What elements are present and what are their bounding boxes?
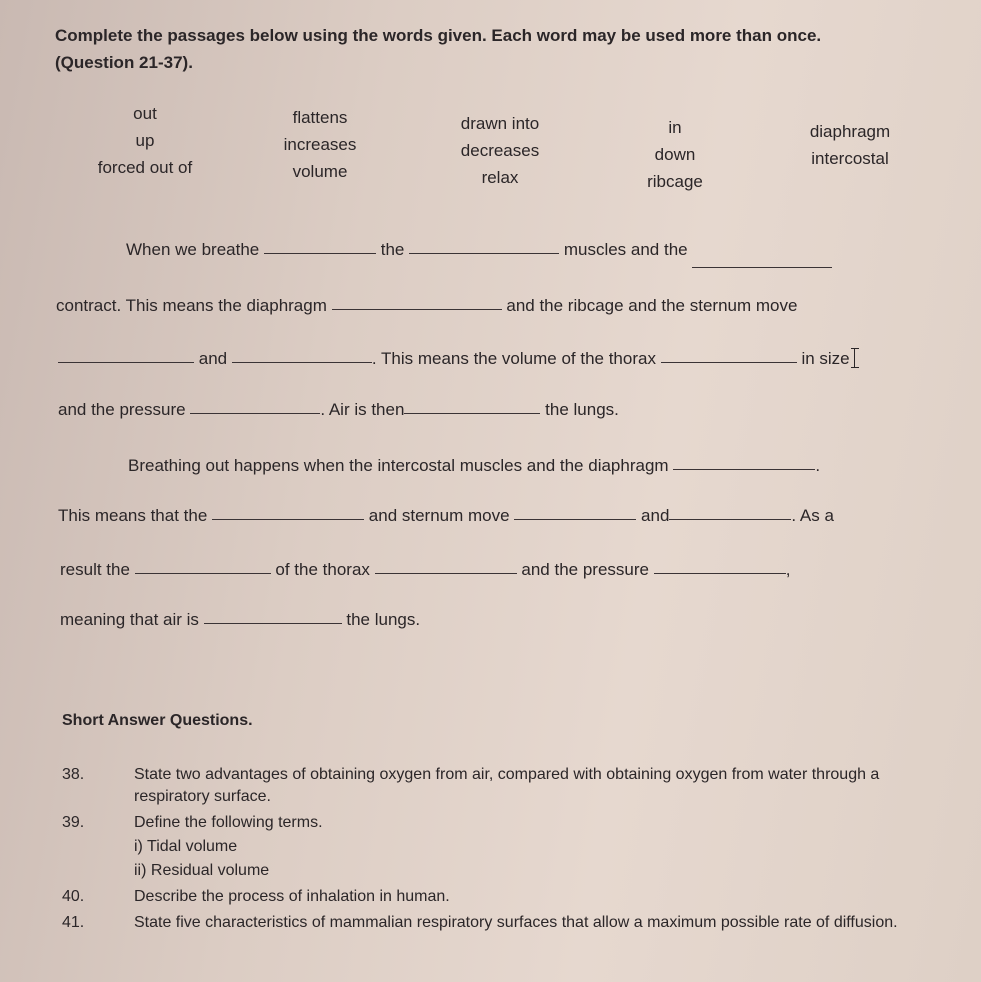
question-number: 38.: [62, 766, 85, 783]
passage-text: When we breathe: [126, 240, 260, 259]
question-text: Define the following terms.: [134, 814, 323, 831]
passage-line-3: [58, 348, 860, 369]
passage-text: and the pressure: [58, 400, 186, 419]
question-38: [62, 764, 922, 804]
word-bank-word: up: [135, 131, 155, 150]
answer-blank[interactable]: [673, 468, 815, 470]
passage-text: .: [815, 456, 821, 475]
word-bank-word: diaphragm: [809, 122, 891, 141]
passage-text: result the: [60, 560, 130, 579]
passage-text: the: [380, 240, 405, 259]
passage-line-5: [128, 456, 820, 476]
answer-blank[interactable]: [669, 518, 791, 520]
passage-text: contract. This means the diaphragm: [56, 296, 327, 315]
word-bank-column-4: [625, 114, 725, 195]
passage-line-7: [60, 560, 790, 580]
word-bank-word: flattens: [292, 108, 348, 127]
word-bank-column-1: [80, 100, 210, 181]
question-number: 40.: [62, 888, 85, 905]
passage-text: the lungs.: [346, 610, 421, 629]
word-bank-word: in: [668, 118, 682, 137]
passage-text: and the ribcage and the sternum move: [506, 296, 798, 315]
question-number: 41.: [62, 914, 85, 931]
passage-text: of the thorax: [275, 560, 370, 579]
word-bank-word: ribcage: [647, 172, 703, 191]
word-bank-word: forced out of: [97, 158, 193, 177]
passage-text: and: [198, 349, 228, 368]
short-answer-title: Short Answer Questions.: [62, 712, 253, 729]
word-bank-word: out: [133, 104, 157, 123]
passage-text: Breathing out happens when the intercostal muscles and the diaphragm: [128, 456, 669, 475]
word-bank-column-5: [790, 118, 910, 172]
passage-text: . As a: [791, 506, 834, 525]
answer-blank[interactable]: [375, 572, 517, 574]
answer-blank[interactable]: [514, 518, 636, 520]
passage-text: in size: [801, 349, 850, 368]
word-bank-word: down: [654, 145, 696, 164]
passage-text: . Air is then: [320, 400, 405, 419]
passage-line-2: [56, 296, 797, 316]
answer-blank[interactable]: [212, 518, 364, 520]
word-bank-column-3: [440, 110, 560, 191]
passage-text: and the pressure: [521, 560, 649, 579]
question-subitem: ii) Residual volume: [134, 862, 270, 879]
word-bank-word: volume: [292, 162, 348, 181]
instructions-line-1: Complete the passages below using the words given. Each word may be used more than once.: [55, 26, 822, 45]
word-bank-word: increases: [283, 135, 357, 154]
question-41: [62, 912, 922, 958]
instructions: [55, 22, 821, 76]
question-text: Describe the process of inhalation in human.: [134, 888, 450, 905]
text-cursor-icon: [850, 348, 860, 368]
passage-line-4: [58, 400, 619, 420]
answer-blank[interactable]: [661, 361, 797, 363]
word-bank-word: decreases: [460, 141, 540, 160]
answer-blank[interactable]: [58, 361, 194, 363]
passage-text: This means that the: [58, 506, 208, 525]
passage-text: ,: [785, 560, 791, 579]
question-40: [62, 886, 922, 908]
passage-text: and: [641, 506, 670, 525]
passage-text: and sternum move: [368, 506, 510, 525]
answer-blank[interactable]: [409, 252, 559, 254]
passage-text: meaning that air is: [60, 610, 199, 629]
answer-blank[interactable]: [404, 412, 540, 414]
passage-text: muscles and the: [563, 240, 688, 259]
passage-text: . This means the volume of the thorax: [371, 349, 656, 368]
answer-blank[interactable]: [135, 572, 271, 574]
word-bank-word: relax: [481, 168, 519, 187]
passage-line-6: [58, 506, 834, 526]
question-text: State two advantages of obtaining oxygen from air, compared with obtaining oxygen from water through a respiratory surface.: [134, 766, 880, 805]
answer-blank[interactable]: [190, 412, 320, 414]
answer-blank[interactable]: [692, 266, 832, 268]
answer-blank[interactable]: [204, 622, 342, 624]
passage-line-8: [60, 610, 420, 630]
question-text: State five characteristics of mammalian respiratory surfaces that allow a maximum possible rate of diffusion.: [134, 914, 898, 931]
word-bank-word: drawn into: [460, 114, 540, 133]
question-subitem: i) Tidal volume: [134, 838, 238, 855]
question-number: 39.: [62, 814, 85, 831]
word-bank-column-2: [260, 104, 380, 185]
answer-blank[interactable]: [264, 252, 376, 254]
answer-blank[interactable]: [654, 572, 786, 574]
answer-blank[interactable]: [232, 361, 372, 363]
passage-text: the lungs.: [545, 400, 619, 419]
question-39: [62, 812, 922, 882]
passage-line-1: [126, 240, 832, 260]
answer-blank[interactable]: [332, 308, 502, 310]
word-bank-word: intercostal: [811, 149, 889, 168]
instructions-line-2: (Question 21-37).: [55, 53, 193, 72]
